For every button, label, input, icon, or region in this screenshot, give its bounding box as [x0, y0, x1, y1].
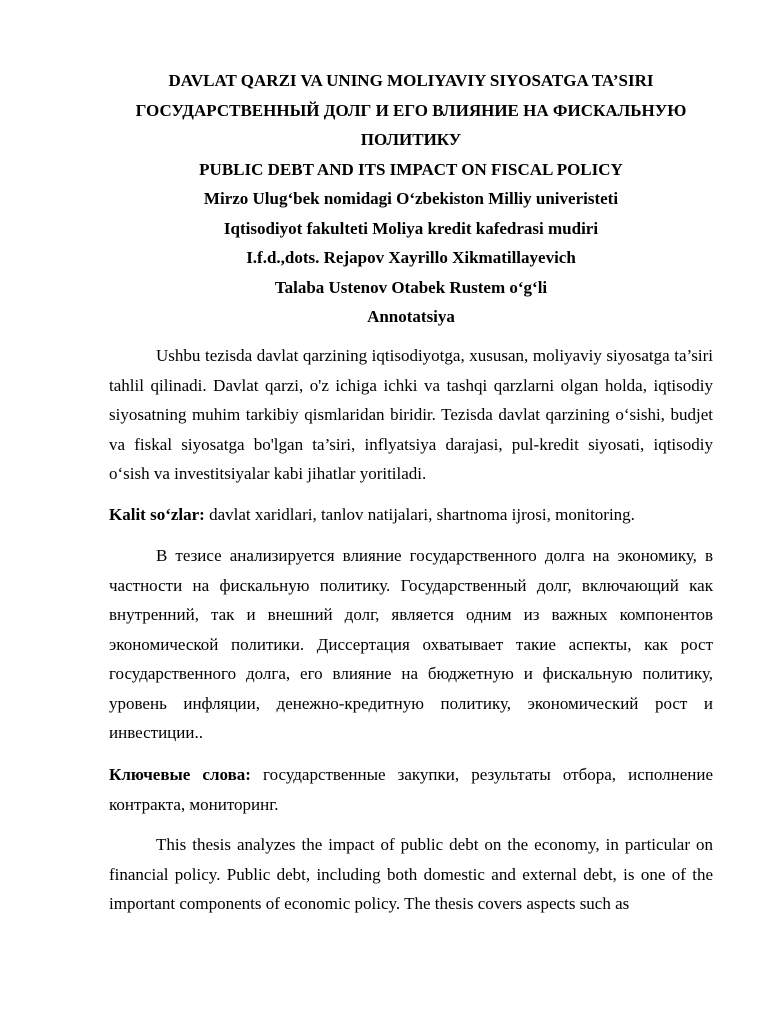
title-uzbek: DAVLAT QARZI VA UNING MOLIYAVIY SIYOSATGA TA’SIRI	[168, 71, 654, 90]
title-russian: ГОСУДАРСТВЕННЫЙ ДОЛГ И ЕГО ВЛИЯНИЕ НА ФИСКАЛЬНУЮ ПОЛИТИКУ	[135, 100, 687, 149]
title-block	[100, 66, 722, 332]
annotation-heading: Annotatsiya	[367, 307, 455, 326]
abstract-english: This thesis analyzes the impact of public debt on the economy, in particular on financial policy. Public debt, including both domestic and external debt, is one of the important components of economic policy. The thesis covers aspects such as	[109, 835, 713, 913]
author-student: Talaba Ustenov Otabek Rustem o‘g‘li	[274, 277, 548, 297]
affiliation-department: Iqtisodiyot fakulteti Moliya kredit kafedrasi mudiri	[223, 218, 599, 238]
keywords-russian	[109, 760, 713, 819]
keywords-russian-text: государственные закупки, результаты отбора, исполнение контракта, мониторинг.	[109, 765, 713, 814]
keywords-uzbek-label: Kalit so‘zlar:	[109, 505, 205, 524]
keywords-russian-label: Ключевые слова:	[109, 765, 251, 784]
abstract-russian: В тезисе анализируется влияние государственного долга на экономику, в частности на фискальную политику. Государственный долг, включающий как внутренний, так и внешний долг, является одним из важных компонентов экономической политики. Диссертация охватывает такие аспекты, как рост государственного долга, его влияние на бюджетную и фискальную политику, уровень инфляции, денежно-кредитную политику, экономический рост и инвестиции..	[109, 546, 713, 742]
affiliation-university: Mirzo Ulug‘bek nomidagi O‘zbekiston Milliy univeristeti	[203, 189, 619, 208]
keywords-uzbek	[109, 500, 713, 530]
author-supervisor: I.f.d.,dots. Rejapov Xayrillo Xikmatillayevich	[246, 248, 576, 267]
abstract-uzbek: Ushbu tezisda davlat qarzining iqtisodiyotga, xususan, moliyaviy siyosatga ta’siri tahlil qilinadi. Davlat qarzi, o'z ichiga ichki va tashqi qarzlarni olgan holda, iqtisodiy siyosatning muhim tarkibiy qismlaridan biridir. Tezisda davlat qarzining o‘sishi, budjet va fiskal siyosatga bo'lgan ta’siri, inflyatsiya darajasi, pul-kredit siyosati, iqtisodiy o‘sish va investitsiyalar kabi jihatlar yoritiladi.	[109, 346, 713, 483]
title-english: PUBLIC DEBT AND ITS IMPACT ON FISCAL POLICY	[199, 159, 623, 179]
keywords-uzbek-text: davlat xaridlari, tanlov natijalari, shartnoma ijrosi, monitoring.	[204, 505, 635, 524]
